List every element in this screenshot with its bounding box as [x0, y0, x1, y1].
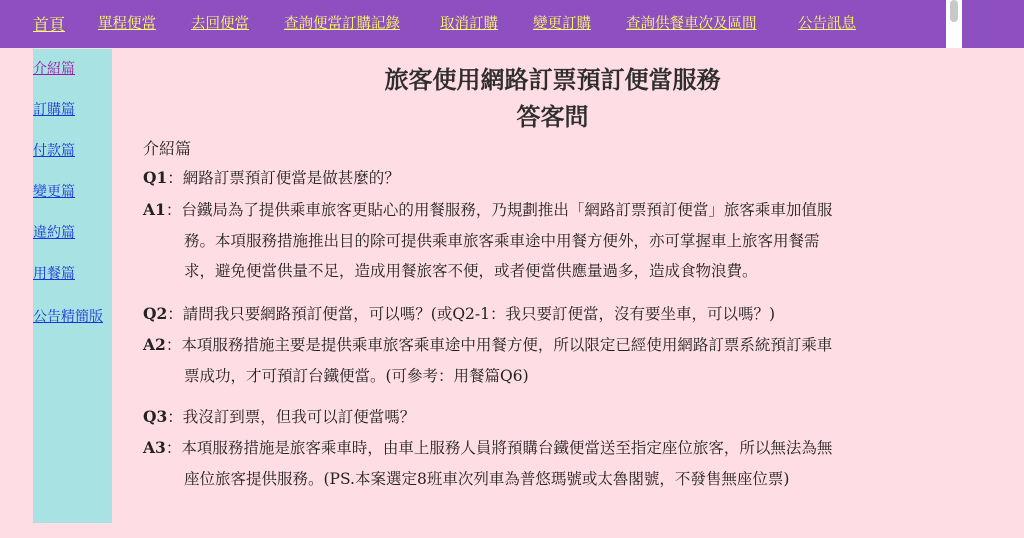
nav-one-way-bento-link[interactable]: 單程便當	[98, 16, 156, 32]
sidebar-item-announcement-summary[interactable]: 公告精簡版	[33, 309, 103, 325]
nav-round-trip-bento-link[interactable]: 去回便當	[191, 16, 249, 32]
sidebar-item-introduction[interactable]: 介紹篇	[33, 61, 75, 77]
faq-answer-1	[143, 198, 832, 220]
sidebar-item-ordering[interactable]: 訂購篇	[33, 102, 75, 118]
nav-change-order-link[interactable]: 變更訂購	[533, 16, 591, 32]
faq-question-label: Q2	[143, 304, 168, 323]
faq-question-2	[143, 302, 775, 324]
sidebar-item-dining[interactable]: 用餐篇	[33, 266, 75, 282]
section-heading: 介紹篇	[143, 139, 192, 158]
faq-question-3	[143, 405, 415, 427]
faq-question-label: Q1	[143, 168, 168, 187]
sidebar-item-payment[interactable]: 付款篇	[33, 143, 75, 159]
sidebar-item-changes[interactable]: 變更篇	[33, 184, 75, 200]
nav-home-link[interactable]: 首頁	[33, 15, 66, 34]
faq-question-text: ：網路訂票預訂便當是做甚麼的？	[167, 169, 400, 187]
faq-question-text: ：我沒訂到票，但我可以訂便當嗎？	[167, 408, 416, 426]
faq-answer-3-line-2: 座位旅客提供服務。(PS.本案選定8班車次列車為普悠瑪號或太魯閣號，不發售無座位票)	[184, 470, 790, 488]
faq-answer-2	[143, 333, 832, 355]
sidebar-item-violations[interactable]: 違約篇	[33, 225, 75, 241]
faq-question-label: Q3	[143, 407, 168, 426]
faq-answer-label: A1	[143, 200, 166, 219]
faq-answer-text: ：台鐵局為了提供乘車旅客更貼心的用餐服務，乃規劃推出「網路訂票預訂便當」旅客乘車加值服	[165, 201, 833, 219]
faq-answer-3	[143, 436, 832, 458]
faq-question-1	[143, 166, 400, 188]
faq-question-text: ：請問我只要網路預訂便當，可以嗎？(或Q2-1：我只要訂便當，沒有要坐車，可以嗎？)	[167, 305, 776, 323]
faq-answer-1-line-3: 求，避免便當供量不足，造成用餐旅客不便，或者便當供應量過多，造成食物浪費。	[184, 262, 758, 280]
faq-answer-2-line-2: 票成功，才可預訂台鐵便當。(可參考：用餐篇Q6)	[184, 367, 529, 385]
faq-answer-text: ：本項服務措施是旅客乘車時，由車上服務人員將預購台鐵便當送至指定座位旅客，所以無法為無	[165, 439, 833, 457]
nav-cancel-order-link[interactable]: 取消訂購	[440, 16, 498, 32]
page-title: 旅客使用網路訂票預訂便當服務	[384, 65, 721, 94]
nav-announcements-link[interactable]: 公告訊息	[798, 16, 856, 32]
page-subtitle: 答客問	[516, 102, 589, 131]
faq-answer-1-line-2: 務。本項服務措施推出目的除可提供乘車旅客乘車途中用餐方便外，亦可掌握車上旅客用餐需	[184, 232, 820, 250]
faq-answer-text: ：本項服務措施主要是提供乘車旅客乘車途中用餐方便，所以限定已經使用網路訂票系統預訂乘車	[165, 336, 833, 354]
nav-meal-trains-link[interactable]: 查詢供餐車次及區間	[626, 16, 757, 32]
faq-answer-label: A3	[143, 438, 166, 457]
faq-answer-label: A2	[143, 335, 166, 354]
nav-order-history-link[interactable]: 查詢便當訂購記錄	[284, 16, 400, 32]
